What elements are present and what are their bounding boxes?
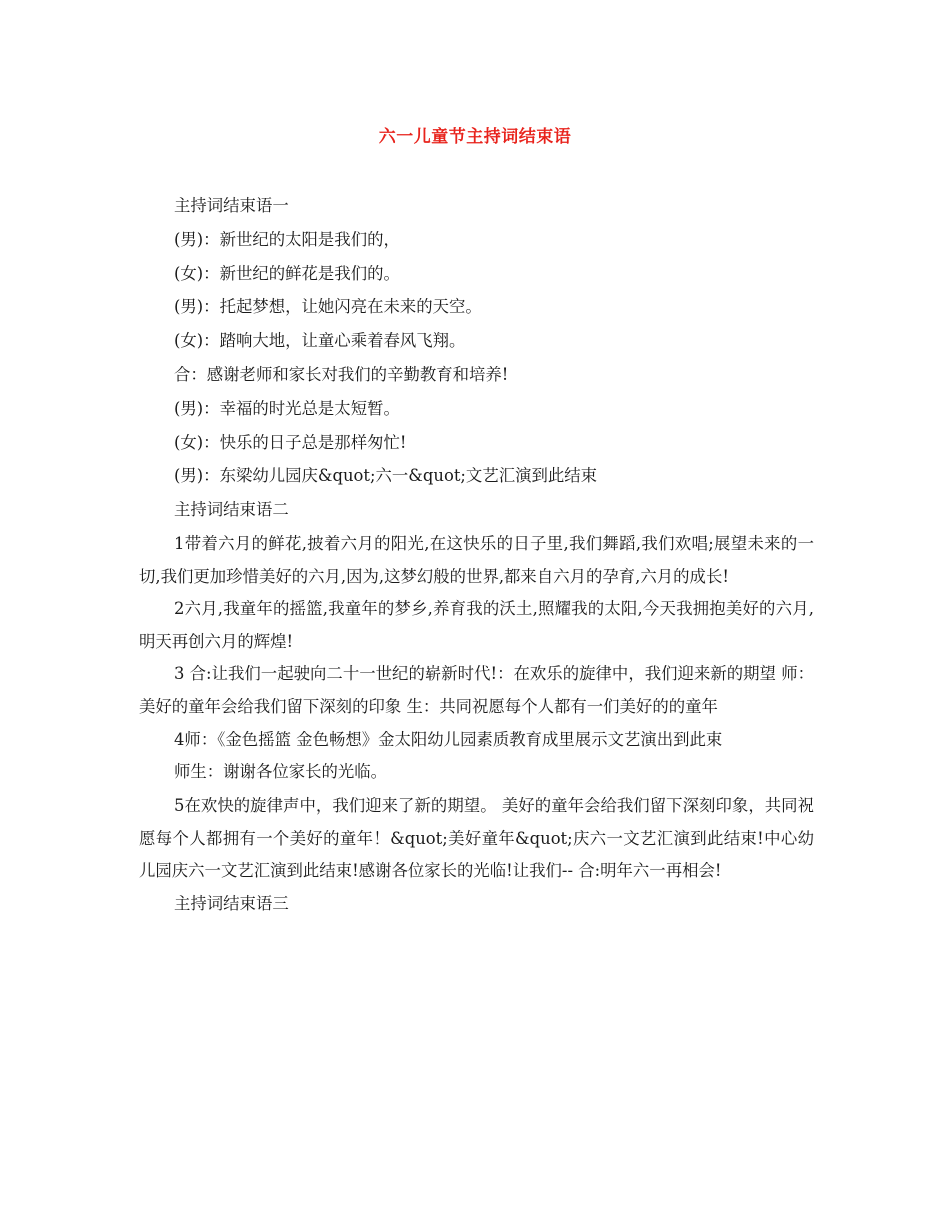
paragraph-3: 3 合:让我们一起驶向二十一世纪的崭新时代!：在欢乐的旋律中，我们迎来新的期望 师：美好的童年会给我们留下深刻的印象 生：共同祝愿每个人都有一们美好的的童年 [139,664,814,716]
closing-line: 师生：谢谢各位家长的光临。 [174,762,388,782]
section-heading-1: 主持词结束语一 [174,196,289,215]
dialogue-line: (女)：踏响大地，让童心乘着春风飞翔。 [174,331,466,351]
paragraph-2: 2六月,我童年的摇篮,我童年的梦乡,养育我的沃土,照耀我的太阳,今天我拥抱美好的六月,明天再创六月的辉煌! [139,599,814,651]
section-heading-2: 主持词结束语二 [174,500,289,520]
paragraph-5: 5在欢快的旋律声中，我们迎来了新的期望。 美好的童年会给我们留下深刻印象，共同祝愿每个人都拥有一个美好的童年！&quot;美好童年&quot;庆六一文艺汇演到此结束!中心幼儿园庆六一文艺汇演到此结束!感谢各位家长的光临!让我们-- 合:明年六一再相会! [139,795,814,881]
dialogue-line: (男)：新世纪的太阳是我们的， [174,229,400,249]
paragraph-4: 4师：《金色摇篮 金色畅想》金太阳幼儿园素质教育成里展示文艺演出到此束 [174,729,723,749]
dialogue-line: (女)：快乐的日子总是那样匆忙! [174,432,407,452]
dialogue-line: (男)：东梁幼儿园庆&quot;六一&quot;文艺汇演到此结束 [174,466,598,486]
dialogue-line: (男)：幸福的时光总是太短暂。 [174,398,400,418]
dialogue-line: 合：感谢老师和家长对我们的辛勤教育和培养! [174,364,509,384]
document-title: 六一儿童节主持词结束语 [378,127,572,147]
dialogue-line: (女)：新世纪的鲜花是我们的。 [174,263,400,283]
paragraph-1: 1带着六月的鲜花,披着六月的阳光,在这快乐的日子里,我们舞蹈,我们欢唱;展望未来的一切,我们更加珍惜美好的六月,因为,这梦幻般的世界,都来自六月的孕育,六月的成长! [139,533,814,586]
document-body [139,193,814,925]
section-heading-3: 主持词结束语三 [174,893,289,913]
dialogue-line: (男)：托起梦想，让她闪亮在未来的天空。 [174,297,482,317]
